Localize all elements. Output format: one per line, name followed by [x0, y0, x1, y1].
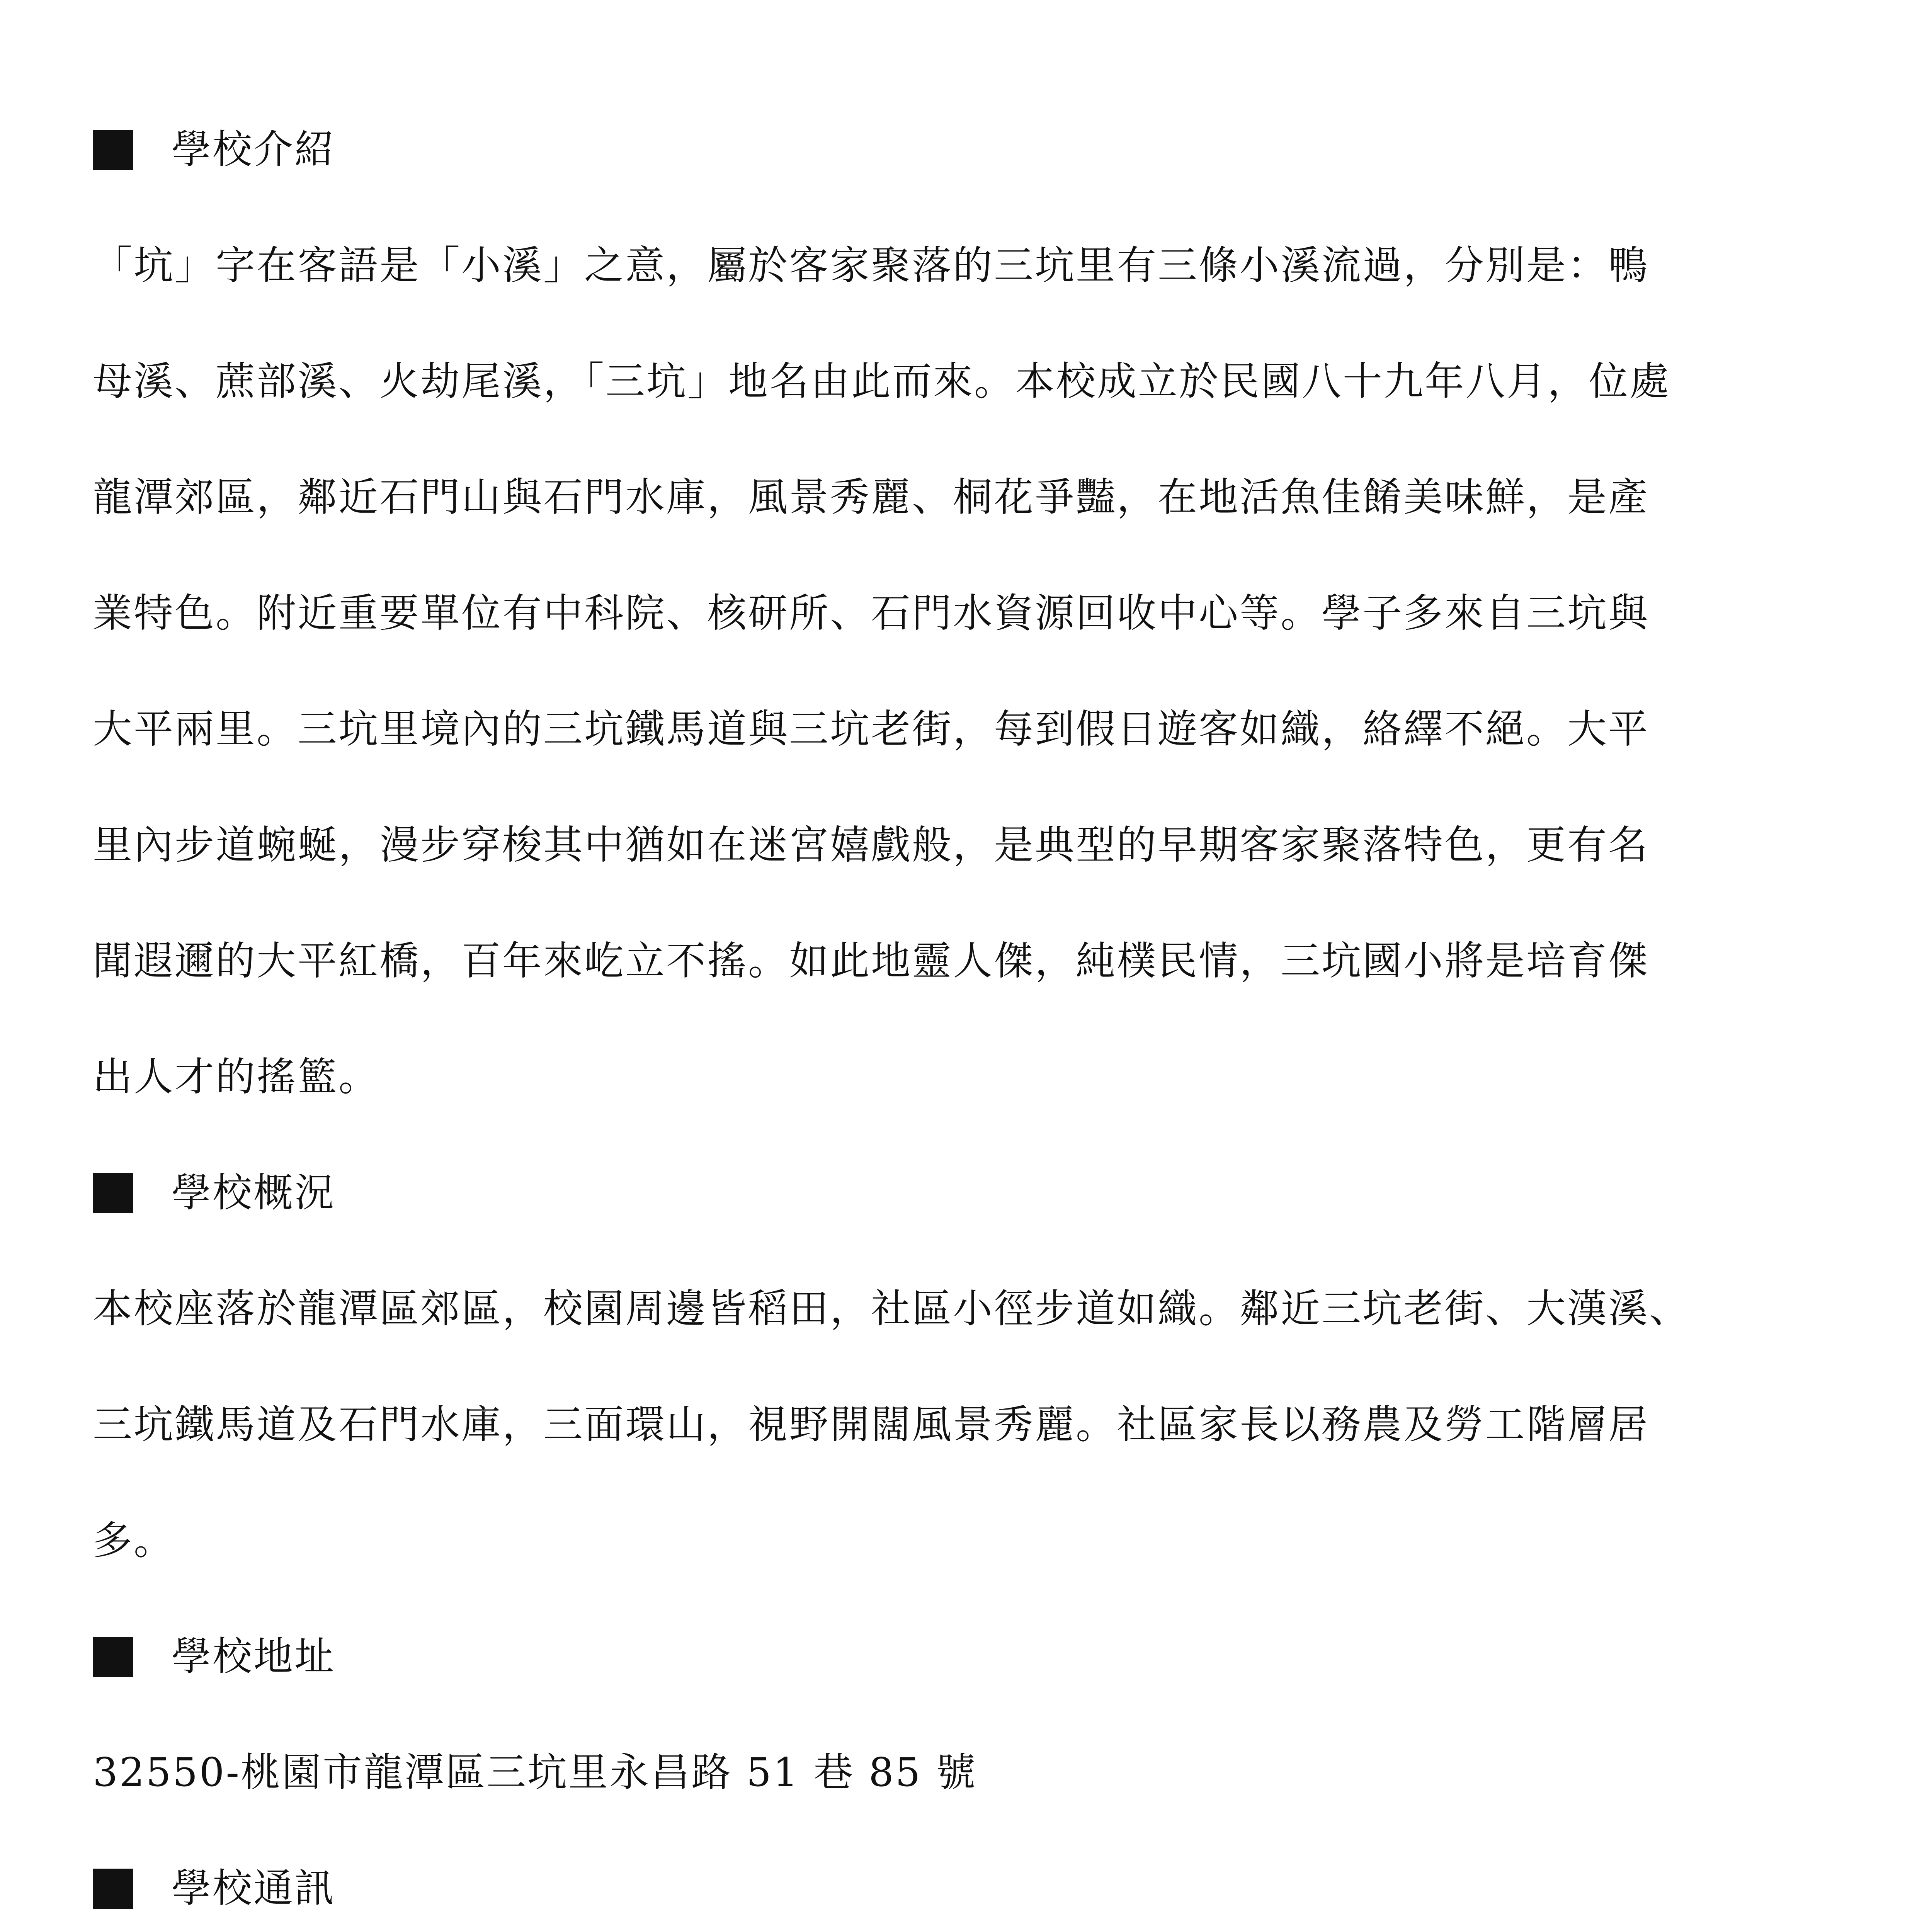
- section-heading-intro: [93, 123, 335, 177]
- square-bullet-icon: [93, 1173, 133, 1213]
- square-bullet-icon: [93, 1637, 133, 1677]
- paragraph-line: 龍潭郊區，鄰近石門山與石門水庫，風景秀麗、桐花爭豔，在地活魚佳餚美味鮮，是產: [93, 474, 1649, 520]
- square-bullet-icon: [93, 1869, 133, 1909]
- paragraph-line: 里內步道蜿蜒，漫步穿梭其中猶如在迷宮嬉戲般，是典型的早期客家聚落特色，更有名: [93, 822, 1649, 868]
- paragraph-line: 「坑」字在客語是「小溪」之意，屬於客家聚落的三坑里有三條小溪流過，分別是：鴨: [93, 243, 1649, 289]
- heading-text: 學校地址: [172, 1634, 335, 1680]
- paragraph-line: 業特色。附近重要單位有中科院、核研所、石門水資源回收中心等。學子多來自三坑與: [93, 590, 1649, 636]
- section-heading-overview: [93, 1166, 335, 1220]
- section-heading-address: [93, 1630, 335, 1684]
- square-bullet-icon: [93, 130, 133, 170]
- address-text: 32550-桃園市龍潭區三坑里永昌路 51 巷 85 號: [93, 1750, 977, 1796]
- heading-text: 學校介紹: [172, 127, 335, 173]
- heading-text: 學校概況: [172, 1170, 335, 1216]
- heading-text: 學校通訊: [172, 1866, 335, 1912]
- paragraph-line: 大平兩里。三坑里境內的三坑鐵馬道與三坑老街，每到假日遊客如織，絡繹不絕。大平: [93, 706, 1649, 752]
- section-heading-contact: [93, 1862, 335, 1916]
- paragraph-line: 聞遐邇的大平紅橋，百年來屹立不搖。如此地靈人傑，純樸民情，三坑國小將是培育傑: [93, 938, 1649, 984]
- paragraph-line: 母溪、蔗部溪、火劫尾溪，「三坑」地名由此而來。本校成立於民國八十九年八月，位處: [93, 359, 1670, 405]
- paragraph-line: 三坑鐵馬道及石門水庫，三面環山，視野開闊風景秀麗。社區家長以務農及勞工階層居: [93, 1402, 1649, 1448]
- paragraph-line: 多。: [93, 1518, 175, 1564]
- paragraph-line: 出人才的搖籃。: [93, 1054, 379, 1100]
- paragraph-line: 本校座落於龍潭區郊區，校園周邊皆稻田，社區小徑步道如織。鄰近三坑老街、大漢溪、: [93, 1286, 1690, 1332]
